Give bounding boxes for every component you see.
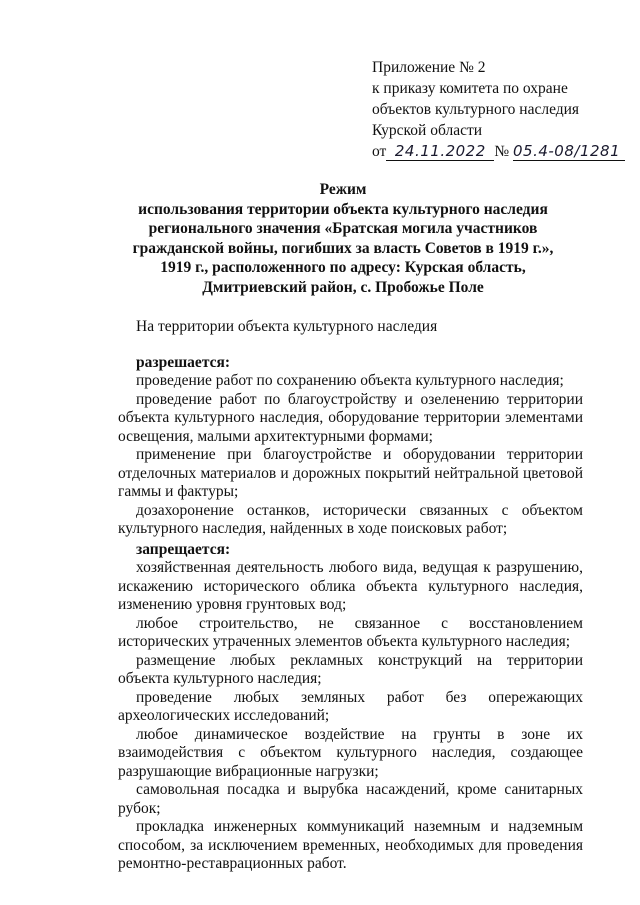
allowed-heading: разрешается: xyxy=(136,353,231,371)
appendix-title: Приложение № 2 xyxy=(372,59,486,76)
allowed-item: применение при благоустройстве и оборудовании территории отделочных материалов и дорожных покрытий нейтральной цветовой гаммы и фактуры; xyxy=(118,446,583,500)
handwritten-number: 05.4-08/1281 xyxy=(513,143,625,161)
forbidden-item: размещение любых рекламных конструкций на территории объекта культурного наследия; xyxy=(118,651,583,687)
appendix-header xyxy=(372,57,625,162)
number-label: № xyxy=(494,143,510,160)
title-line-6: Дмитриевский район, с. Пробожье Поле xyxy=(202,278,484,296)
forbidden-item: любое строительство, не связанное с восстановлением исторических утраченных элементов объекта культурного наследия; xyxy=(118,614,583,650)
appendix-committee-line: объектов культурного наследия xyxy=(372,101,580,118)
document-title xyxy=(108,180,578,297)
title-line-2: использования территории объекта культурного наследия xyxy=(138,200,548,218)
forbidden-item: прокладка инженерных коммуникаций наземным и надземным способом, за исключением временных, необходимых для проведения ремонтно-реставрационных работ. xyxy=(118,818,583,872)
allowed-item: дозахоронение останков, исторически связанных с объектом культурного наследия, найденных в ходе поисковых работ; xyxy=(118,501,583,537)
title-line-1: Режим xyxy=(319,181,367,198)
forbidden-item: любое динамическое воздействие на грунты в зоне их взаимодействия с объектом культурного наследия, создающее разрушающие вибрационные нагрузки; xyxy=(118,725,583,780)
allowed-item: проведение работ по благоустройству и озеленению территории объекта культурного наследия, оборудование территории элементами освещения, малыми архитектурными формами; xyxy=(118,390,583,445)
intro-text: На территории объекта культурного наследия xyxy=(136,318,438,335)
title-line-3: регионального значения «Братская могила участников xyxy=(148,220,538,237)
document-body xyxy=(118,318,583,874)
title-line-5: 1919 г., расположенного по адресу: Курская область, xyxy=(160,259,526,276)
forbidden-item: самовольная посадка и вырубка насаждений, кроме санитарных рубок; xyxy=(118,781,583,817)
appendix-region-line: Курской области xyxy=(372,122,483,139)
forbidden-item: хозяйственная деятельность любого вида, ведущая к разрушению, искажению исторического облика объекта культурного наследия, изменению уровня грунтовых вод; xyxy=(118,559,583,613)
handwritten-date: 24.11.2022 xyxy=(386,143,494,161)
allowed-item: проведение работ по сохранению объекта культурного наследия; xyxy=(136,372,564,389)
from-label: от xyxy=(372,143,387,160)
title-line-4: гражданской войны, погибших за власть Советов в 1919 г.», xyxy=(132,239,554,257)
forbidden-heading: запрещается: xyxy=(136,540,231,558)
appendix-order-line: к приказу комитета по охране xyxy=(372,80,568,97)
appendix-date-number-line xyxy=(372,141,625,162)
forbidden-item: проведение любых земляных работ без опережающих археологических исследований; xyxy=(118,688,583,724)
